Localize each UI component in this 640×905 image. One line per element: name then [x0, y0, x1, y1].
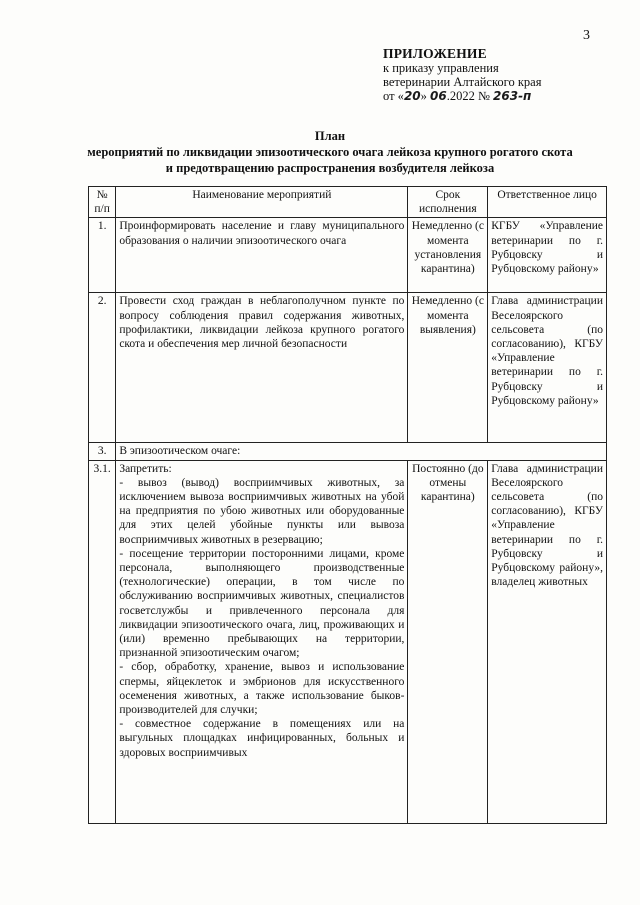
date-day: 20 [403, 89, 421, 103]
plan-table [88, 186, 607, 824]
heading-line-1: мероприятий по ликвидации эпизоотического очага лейкоза крупного рогатого скота [87, 145, 573, 159]
heading-title: План [314, 129, 346, 143]
measure-line: - совместное содержание в помещениях или на выгульных площадках инфицированных, больных и здоровых восприимчивых [119, 718, 405, 759]
order-number: 263-п [493, 89, 532, 103]
measure-line: - сбор, обработку, хранение, вывоз и использование спермы, яйцеклеток и эмбрионов для искусственного осеменения животных, а также использование быков-производителей для случки; [119, 661, 405, 717]
row-term: Немедленно (с момента установления карантина) [408, 218, 488, 293]
annex-line-1: к приказу управления [383, 61, 499, 75]
table-row [89, 460, 607, 823]
row-term: Постоянно (до отмены карантина) [408, 460, 488, 823]
row-num: 3. [89, 443, 116, 460]
row-name [116, 460, 408, 823]
date-prefix: от « [383, 89, 404, 103]
row-num: 3.1. [89, 460, 116, 823]
table-row [89, 293, 607, 443]
row-term: Немедленно (с момента выявления) [408, 293, 488, 443]
measure-line: - вывоз (вывод) восприимчивых животных, за исключением вывоза восприимчивых животных на убой на предприятия по убою животных или оборудованные для этих целей убойные пункты или вывоза восприимчивых животных в резервацию; [119, 476, 405, 546]
date-month: 06 [430, 89, 447, 103]
header-resp: Ответственное лицо [488, 187, 607, 218]
row-resp: КГБУ «Управление ветеринарии по г. Рубцовску и Рубцовскому району» [488, 218, 607, 293]
annex-date-line [383, 89, 541, 103]
table-row [89, 218, 607, 293]
measure-line: Запретить: [119, 462, 172, 475]
annex-line-2: ветеринарии Алтайского края [383, 75, 542, 89]
table-header-row [89, 187, 607, 218]
header-num: № п/п [89, 187, 116, 218]
header-term: Срок исполнения [408, 187, 488, 218]
row-name: Провести сход граждан в неблагополучном пункте по вопросу соблюдения правил содержания животных, профилактики, ликвидации лейкоза крупного рогатого скота и обеспечения мер личной безопасности [116, 293, 408, 443]
page-number: 3 [583, 28, 590, 43]
header-name: Наименование мероприятий [116, 187, 408, 218]
date-mid: » [420, 89, 427, 103]
measure-line: - посещение территории посторонними лицами, кроме персонала, выполняющего производственные (технологические) операции, в том числе по обслуживанию восприимчивых животных, специалистов госветслужбы и привлеченного персонала для ликвидации эпизоотического очага, лиц, проживающих и (или) временно пребывающих на территории, признанной эпизоотическим очагом; [119, 547, 405, 660]
row-name: Проинформировать население и главу муниципального образования о наличии эпизоотического очага [116, 218, 408, 293]
table-row [89, 443, 607, 460]
document-heading [70, 128, 590, 176]
row-resp: Глава администрации Веселоярского сельсовета (по согласованию), КГБУ «Управление ветеринарии по г. Рубцовску и Рубцовскому району», владелец животных [488, 460, 607, 823]
row-name: В эпизоотическом очаге: [116, 443, 607, 460]
row-resp: Глава администрации Веселоярского сельсовета (по согласованию), КГБУ «Управление ветеринарии по г. Рубцовску и Рубцовскому району» [488, 293, 607, 443]
annex-block [383, 47, 541, 103]
date-year-no: .2022 № [446, 89, 490, 103]
row-num: 1. [89, 218, 116, 293]
annex-title: ПРИЛОЖЕНИЕ [383, 46, 487, 61]
heading-line-2: и предотвращению распространения возбудителя лейкоза [165, 161, 495, 175]
row-num: 2. [89, 293, 116, 443]
